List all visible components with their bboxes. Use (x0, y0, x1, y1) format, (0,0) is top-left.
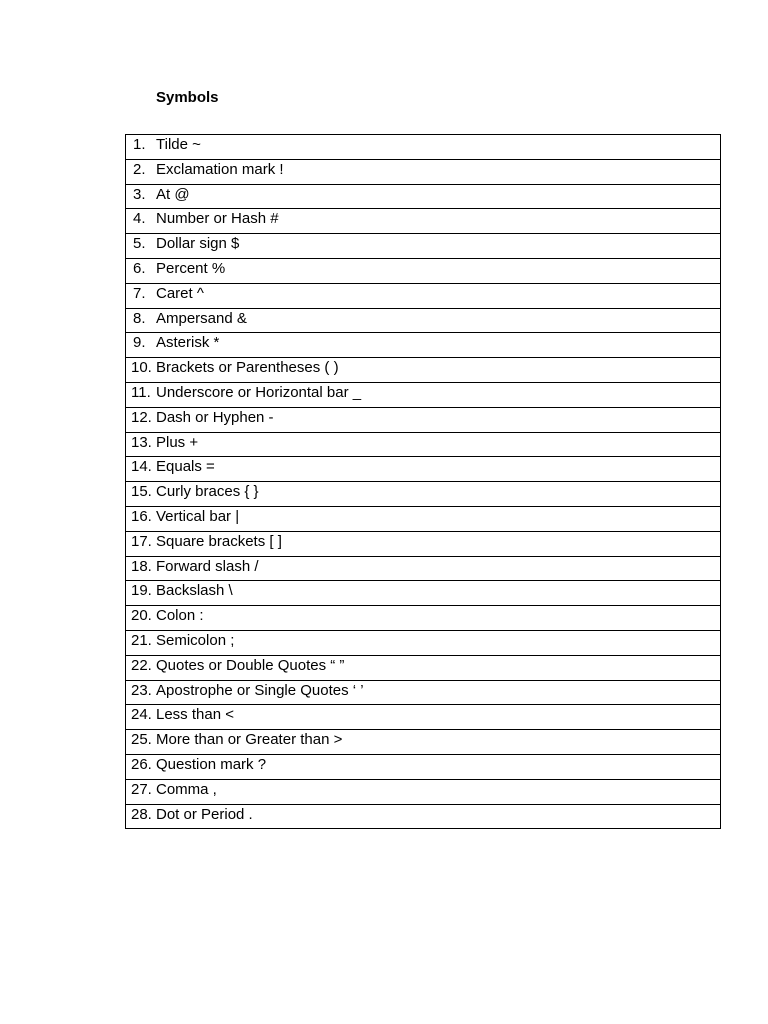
item-number: 21. (131, 631, 152, 649)
item-number: 26. (131, 755, 152, 773)
item-label: Question mark ? (156, 755, 267, 773)
symbols-table (125, 134, 721, 829)
item-number: 12. (131, 408, 152, 426)
item-number: 27. (131, 780, 152, 798)
item-label: Exclamation mark ! (156, 160, 284, 178)
item-label: Asterisk * (156, 334, 220, 352)
table-row (126, 730, 721, 755)
item-number: 3. (133, 185, 146, 203)
item-label: Caret ^ (156, 284, 204, 302)
table-cell (126, 333, 721, 358)
item-label: Comma , (156, 780, 217, 798)
table-cell (126, 283, 721, 308)
symbols-table-body (126, 135, 721, 829)
item-label: Curly braces { } (156, 483, 259, 501)
table-row (126, 804, 721, 829)
table-cell (126, 754, 721, 779)
table-row (126, 258, 721, 283)
item-number: 25. (131, 731, 152, 749)
item-label: More than or Greater than > (156, 731, 343, 749)
item-number: 13. (131, 433, 152, 451)
item-number: 14. (131, 458, 152, 476)
table-row (126, 531, 721, 556)
table-cell (126, 655, 721, 680)
table-row (126, 556, 721, 581)
item-label: Equals = (156, 458, 215, 476)
table-cell (126, 506, 721, 531)
table-row (126, 432, 721, 457)
table-row (126, 159, 721, 184)
table-row (126, 308, 721, 333)
item-label: Semicolon ; (156, 631, 235, 649)
item-number: 23. (131, 681, 152, 699)
table-cell (126, 581, 721, 606)
table-cell (126, 184, 721, 209)
item-number: 7. (133, 284, 146, 302)
page-title: Symbols (156, 89, 219, 106)
table-row (126, 382, 721, 407)
item-label: Quotes or Double Quotes “ ” (156, 656, 345, 674)
table-row (126, 234, 721, 259)
table-row (126, 630, 721, 655)
table-cell (126, 680, 721, 705)
item-number: 18. (131, 557, 152, 575)
table-cell (126, 358, 721, 383)
table-cell (126, 730, 721, 755)
table-row (126, 333, 721, 358)
item-label: Apostrophe or Single Quotes ‘ ’ (156, 681, 364, 699)
item-label: Dollar sign $ (156, 235, 240, 253)
item-label: Forward slash / (156, 557, 259, 575)
table-cell (126, 308, 721, 333)
item-number: 1. (133, 136, 146, 153)
table-row (126, 705, 721, 730)
table-cell (126, 606, 721, 631)
item-number: 5. (133, 235, 146, 253)
table-row (126, 581, 721, 606)
table-row (126, 482, 721, 507)
table-cell (126, 779, 721, 804)
table-cell (126, 804, 721, 829)
table-cell (126, 457, 721, 482)
item-label: Tilde ~ (156, 136, 201, 153)
item-number: 24. (131, 706, 152, 724)
item-label: Backslash \ (156, 582, 233, 600)
table-cell (126, 234, 721, 259)
table-row (126, 407, 721, 432)
item-label: Number or Hash # (156, 210, 279, 228)
table-cell (126, 630, 721, 655)
item-label: Colon : (156, 607, 204, 625)
table-cell (126, 432, 721, 457)
table-row (126, 680, 721, 705)
table-row (126, 358, 721, 383)
table-row (126, 135, 721, 160)
item-number: 19. (131, 582, 152, 600)
item-label: Percent % (156, 259, 226, 277)
item-label: Brackets or Parentheses ( ) (156, 359, 339, 377)
item-label: Square brackets [ ] (156, 532, 282, 550)
item-number: 9. (133, 334, 146, 352)
table-cell (126, 407, 721, 432)
item-label: Underscore or Horizontal bar _ (156, 383, 362, 401)
table-cell (126, 382, 721, 407)
item-number: 8. (133, 309, 146, 327)
item-number: 28. (131, 805, 152, 823)
table-row (126, 754, 721, 779)
item-number: 2. (133, 160, 146, 178)
item-number: 17. (131, 532, 152, 550)
item-label: Plus + (156, 433, 199, 451)
table-cell (126, 556, 721, 581)
item-number: 20. (131, 607, 152, 625)
table-row (126, 283, 721, 308)
table-cell (126, 258, 721, 283)
item-label: Less than < (156, 706, 234, 724)
table-row (126, 506, 721, 531)
item-number: 22. (131, 656, 152, 674)
item-label: Dash or Hyphen - (156, 408, 274, 426)
item-label: Dot or Period . (156, 805, 253, 823)
item-number: 10. (131, 359, 152, 377)
table-cell (126, 531, 721, 556)
table-row (126, 184, 721, 209)
table-cell (126, 159, 721, 184)
table-row (126, 209, 721, 234)
table-row (126, 606, 721, 631)
item-label: Ampersand & (156, 309, 247, 327)
table-cell (126, 209, 721, 234)
item-number: 16. (131, 507, 152, 525)
table-row (126, 655, 721, 680)
item-number: 15. (131, 483, 152, 501)
item-number: 11. (131, 383, 151, 401)
item-number: 6. (133, 259, 146, 277)
table-row (126, 779, 721, 804)
table-cell (126, 705, 721, 730)
item-number: 4. (133, 210, 146, 228)
table-cell (126, 482, 721, 507)
item-label: Vertical bar | (156, 507, 240, 525)
table-cell (126, 135, 721, 160)
table-row (126, 457, 721, 482)
item-label: At @ (156, 185, 190, 203)
